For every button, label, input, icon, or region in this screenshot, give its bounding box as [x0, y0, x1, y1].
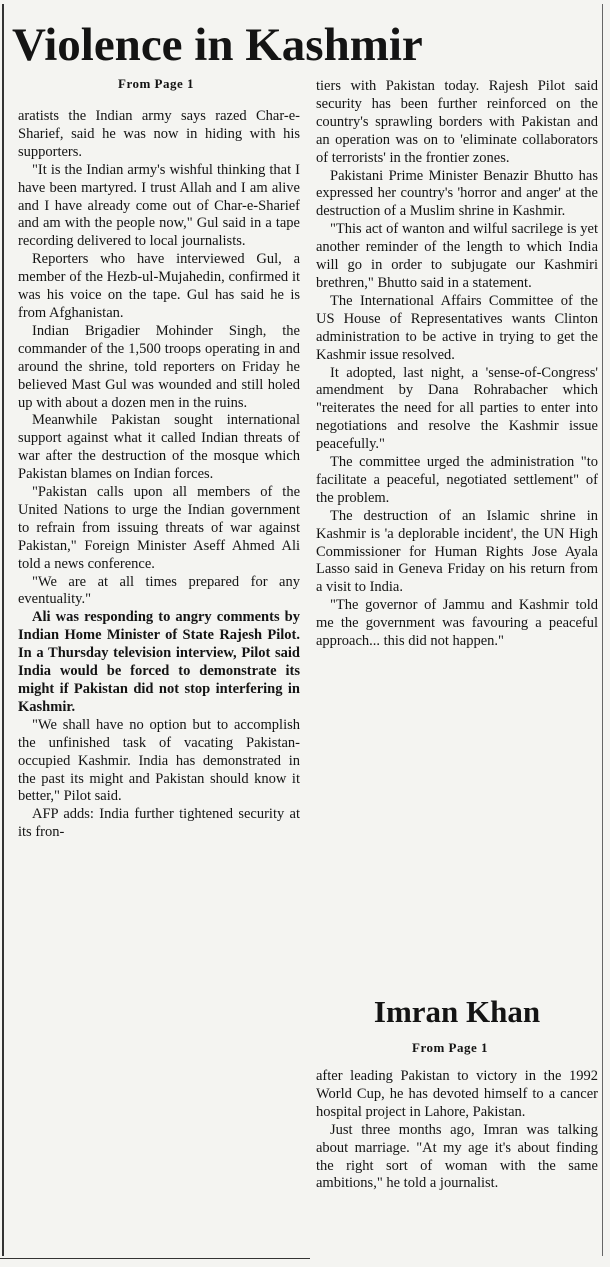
article-paragraph: tiers with Pakistan today. Rajesh Pilot said security has been further reinforced on the country's sprawling borders with Pakistan and an operation was on to 'eliminate collaborators of terrorists' in the frontier zones. — [316, 78, 598, 166]
article-paragraph: AFP adds: India further tightened security at its fron- — [18, 806, 300, 841]
column-rule-bottom — [0, 1258, 310, 1259]
article-paragraph: Just three months ago, Imran was talking about marriage. "At my age it's about finding the right sort of woman with the same ambitions," he told a journalist. — [316, 1121, 598, 1192]
second-jump-line: From Page 1 — [412, 1040, 489, 1055]
article-paragraph: "We shall have no option but to accomplish the unfinished task of vacating Pakistan-occupied Kashmir. India has demonstrated in the past its might and Pakistan should know it better," Pilot said. — [18, 716, 300, 805]
column-rule-left — [2, 4, 4, 1256]
article-paragraph: "Pakistan calls upon all members of the United Nations to urge the Indian government to refrain from issuing threats of war against Pakistan," Foreign Minister Aseff Ahmed Ali told a news conference. — [18, 484, 300, 572]
article-paragraph: "This act of wanton and wilful sacrilege is yet another reminder of the length to which India will go in order to subjugate our Kashmiri brethren," Bhutto said in a statement. — [316, 221, 598, 291]
column-rule-right — [602, 4, 603, 1256]
article-paragraph: The destruction of an Islamic shrine in Kashmir is 'a deplorable incident', the UN High Commissioner for Human Rights Jose Ayala Lasso said in Geneva Friday on his return from a visit to India. — [316, 507, 598, 596]
main-story-right-column — [316, 78, 598, 990]
main-headline: Violence in Kashmir — [12, 19, 423, 71]
second-headline: Imran Khan — [373, 994, 541, 1029]
article-paragraph: Ali was responding to angry comments by Indian Home Minister of State Rajesh Pilot. In a Thursday television interview, Pilot said India would be forced to demonstrate its might if Pakistan did not stop interfering in Kashmir. — [18, 609, 300, 715]
article-paragraph: The International Affairs Committee of the US House of Representatives wants Clinton administration to be active in trying to get the Kashmir issue resolved. — [316, 292, 598, 363]
article-paragraph: It adopted, last night, a 'sense-of-Congress' amendment by Dana Rohrabacher which "reiterates the need for all parties to enter into negotiations and resolve the Kashmir issue peacefully." — [316, 364, 598, 453]
article-paragraph: Reporters who have interviewed Gul, a member of the Hezb-ul-Mujahedin, confirmed it was his voice on the tape. Gul has said he is from Afghanistan. — [18, 251, 300, 321]
article-paragraph: "It is the Indian army's wishful thinking that I have been martyred. I trust Allah and I am alive and I have already come out of Char-e-Sharief and am with the people now," Gul said in a tape recording delivered to local journalists. — [18, 161, 300, 250]
article-paragraph: "The governor of Jammu and Kashmir told me the government was favouring a peaceful approach... this did not happen." — [316, 597, 598, 650]
article-paragraph: Meanwhile Pakistan sought international support against what it called Indian threats of war after the destruction of the mosque which Pakistan blames on Indian forces. — [18, 412, 300, 483]
article-paragraph: aratists the Indian army says razed Char-e-Sharief, said he was now in hiding with his supporters. — [18, 108, 300, 160]
article-paragraph: Indian Brigadier Mohinder Singh, the commander of the 1,500 troops operating in and around the shrine, told reporters on Friday he believed Mast Gul was wounded and still holed up with about a dozen men in the ruins. — [18, 322, 300, 411]
second-story-column — [316, 1068, 598, 1258]
article-paragraph: The committee urged the administration "to facilitate a peaceful, negotiated settlement" of the problem. — [316, 454, 598, 506]
main-jump-line: From Page 1 — [118, 76, 195, 91]
main-story-left-column — [18, 108, 300, 1258]
article-paragraph: after leading Pakistan to victory in the 1992 World Cup, he has devoted himself to a cancer hospital project in Lahore, Pakistan. — [316, 1068, 598, 1120]
article-paragraph: "We are at all times prepared for any eventuality." — [18, 573, 300, 608]
article-paragraph: Pakistani Prime Minister Benazir Bhutto has expressed her country's 'horror and anger' at the destruction of a Muslim shrine in Kashmir. — [316, 167, 598, 220]
